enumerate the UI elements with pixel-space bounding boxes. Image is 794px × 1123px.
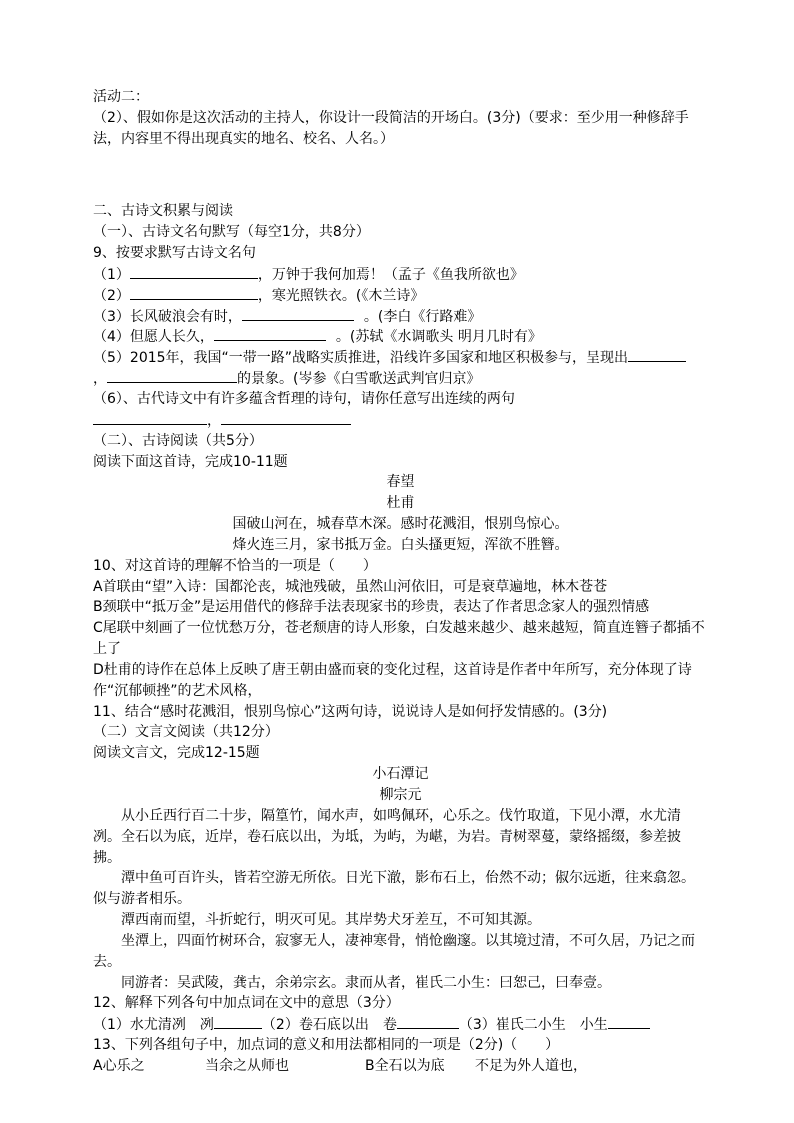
q9-5-comma: ， — [93, 371, 107, 388]
q10-option-b: B颈联中“抵万金”是运用借代的修辞手法表现家书的珍贵，表达了作者思念家人的强烈情感 — [93, 599, 650, 616]
poem-author: 杜甫 — [386, 495, 415, 512]
part3-title: （二）文言文阅读（共12分） — [93, 724, 279, 741]
q13-option-a2: 当余之从师也 — [205, 1057, 289, 1074]
prose-paragraph: 潭西南而望，斗折蛇行，明灭可见。其岸势犬牙差互，不可知其源。 — [121, 912, 541, 929]
answer-blank[interactable] — [130, 285, 258, 300]
answer-blank[interactable] — [214, 1014, 262, 1029]
answer-blank[interactable] — [221, 410, 351, 425]
answer-blank[interactable] — [93, 410, 207, 425]
prose-paragraph: 坐潭上，四面竹树环合，寂寥无人，凄神寒骨，悄怆幽邃。以其境过清，不可久居，乃记之而去。 — [93, 932, 695, 970]
q10-option-c: C尾联中刻画了一位忧愁万分，苍老颓唐的诗人形象，白发越来越少、越来越短，简直连簪子都插不上了 — [93, 620, 705, 658]
q12-items — [93, 1014, 708, 1035]
answer-blank[interactable] — [130, 264, 258, 279]
q9-3-prefix: （3）长风破浪会有时， — [93, 308, 242, 325]
prose-intro: 阅读文言文，完成12-15题 — [93, 745, 260, 762]
q9-1 — [93, 264, 708, 285]
prose-paragraph: 同游者：吴武陵，龚古，余弟宗玄。隶而从者，崔氏二小生：曰恕己，曰奉壹。 — [121, 974, 611, 991]
poem-title: 春望 — [386, 474, 415, 491]
prose-paragraph: 从小丘西行百二十步，隔篁竹，闻水声，如鸣佩环，心乐之。伐竹取道，下见小潭，水尤清冽。全石以为底，近岸，卷石底以出，为坻，为屿，为嵁，为岩。青树翠蔓，蒙络摇缀，参差披拂。 — [93, 807, 681, 866]
q12-item: （3）崔氏二小生 小生 — [458, 1017, 608, 1034]
answer-blank[interactable] — [608, 1014, 650, 1029]
q9-2-suffix: ，寒光照铁衣。(《木兰诗》 — [257, 287, 425, 304]
q9-5-suffix: 的景象。(岑参《白雪歌送武判官归京》 — [237, 371, 481, 388]
q13-option-a1: A心乐之 — [93, 1057, 145, 1074]
q9-3-suffix: 。(李白《行路难》 — [363, 308, 482, 325]
q13-option-b2: 不足为外人道也， — [475, 1057, 587, 1074]
part2-title: （二）、古诗阅读（共5分） — [93, 432, 263, 449]
poem-line: 烽火连三月，家书抵万金。白头搔更短，浑欲不胜簪。 — [232, 536, 569, 553]
q10-option-a: A首联由“望”入诗：国都沦丧，城池残破，虽然山河依旧，可是衰草遍地，林木苍苍 — [93, 578, 608, 595]
q9-4 — [93, 326, 708, 347]
prose-title: 小石潭记 — [372, 766, 429, 783]
section-title: 二、古诗文积累与阅读 — [93, 203, 233, 220]
q9-5-line2 — [93, 368, 708, 389]
activity-title: 活动二： — [93, 89, 149, 105]
answer-blank[interactable] — [214, 326, 326, 341]
question-10: 10、对这首诗的理解不恰当的一项是（ ） — [93, 557, 377, 574]
part1-title: （一）、古诗文名句默写（每空1分，共8分） — [93, 224, 370, 241]
q10-option-d: D杜甫的诗作在总体上反映了唐王朝由盛而衰的变化过程，这首诗是作者中年所写，充分体现了诗作“沉郁顿挫”的艺术风格， — [93, 661, 692, 699]
q12-item: （2）卷石底以出 卷 — [261, 1017, 397, 1034]
question-11: 11、结合“感时花溅泪，恨别鸟惊心”这两句诗，说说诗人是如何抒发情感的。(3分) — [93, 703, 608, 720]
answer-blank[interactable] — [397, 1014, 459, 1029]
q13-option-b1: B全石以为底 — [365, 1057, 445, 1074]
q9-5-text: （5）2015年，我国“一带一路”战略实质推进，沿线许多国家和地区积极参与，呈现出 — [93, 350, 629, 367]
prose-author: 柳宗元 — [379, 787, 422, 803]
q9-2-prefix: （2） — [93, 287, 130, 304]
poem-line: 国破山河在，城春草木深。感时花溅泪，恨别鸟惊心。 — [232, 516, 569, 533]
document-page — [93, 87, 708, 1077]
q9-6: （6）、古代诗文中有许多蕴含哲理的诗句，请你任意写出连续的两句 — [93, 390, 515, 407]
question-2: （2）、假如你是这次活动的主持人，你设计一段简洁的开场白。(3分)（要求：至少用一种修辞手法，内容里不得出现真实的地名、校名、人名。） — [93, 109, 689, 147]
answer-blank[interactable] — [628, 347, 686, 362]
prose-paragraph: 潭中鱼可百许头，皆若空游无所依。日光下澈，影布石上，佁然不动；俶尔远逝，往来翕忽。似与游者相乐。 — [93, 870, 695, 908]
poem-intro: 阅读下面这首诗，完成10-11题 — [93, 453, 288, 470]
q9-3 — [93, 306, 708, 327]
q9-6-blanks — [93, 410, 708, 431]
q9-1-suffix: ，万钟于我何加焉！（孟子《鱼我所欲也》 — [257, 266, 524, 283]
question-13: 13、下列各组句子中，加点词的意义和用法都相同的一项是（2分)（ ） — [93, 1037, 560, 1054]
question-12: 12、解释下列各句中加点词在文中的意思（3分） — [93, 995, 400, 1012]
q9-1-prefix: （1） — [93, 266, 130, 283]
q13-options — [93, 1056, 708, 1077]
q9-4-suffix: 。(苏轼《水调歌头 明月几时有》 — [335, 329, 542, 346]
q9-5 — [93, 347, 708, 368]
q9-2 — [93, 285, 708, 306]
q9-6-sep: ， — [207, 412, 221, 429]
answer-blank[interactable] — [107, 368, 237, 383]
q12-item: （1）水尤清冽 冽 — [93, 1017, 214, 1034]
question-9: 9、按要求默写古诗文名句 — [93, 245, 256, 262]
q9-4-prefix: （4）但愿人长久， — [93, 329, 214, 346]
answer-blank[interactable] — [242, 306, 354, 321]
